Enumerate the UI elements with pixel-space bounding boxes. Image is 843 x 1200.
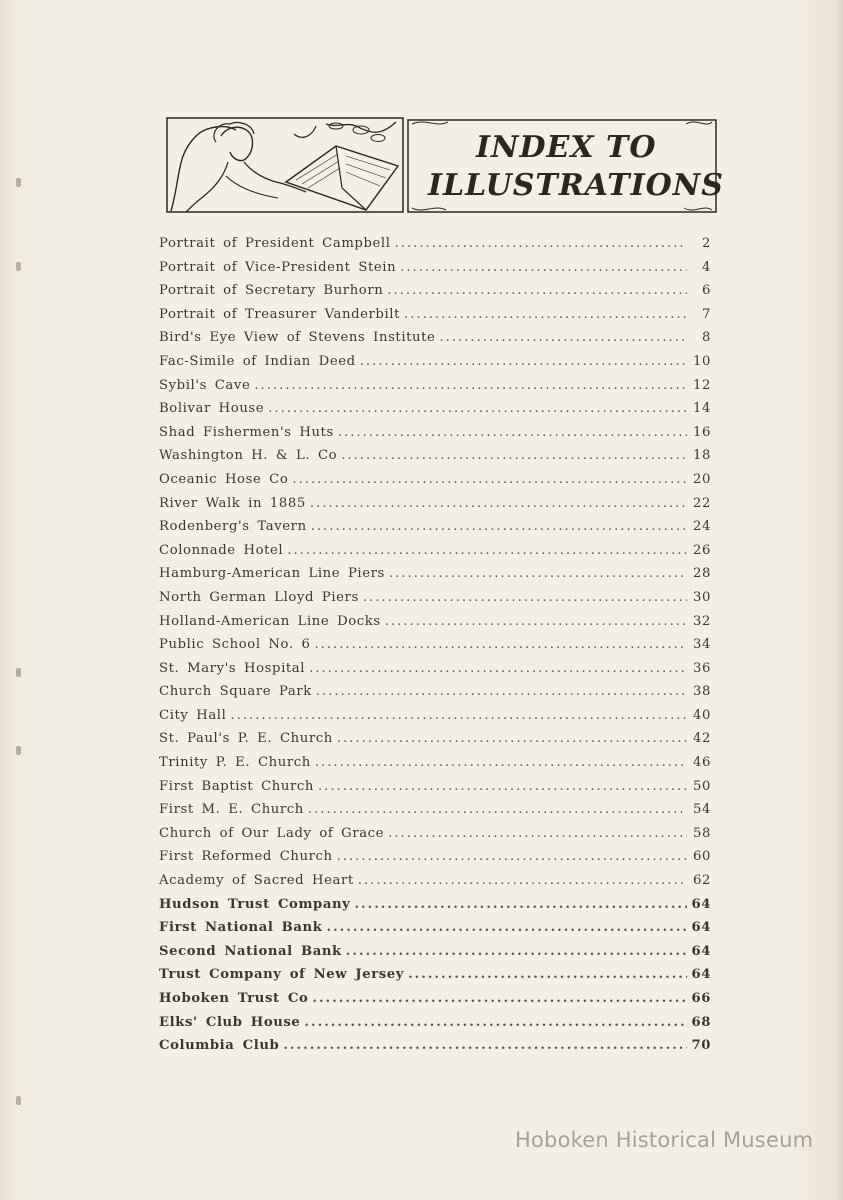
binding-hole <box>16 1096 21 1105</box>
entry-label: First M. E. Church <box>159 802 304 818</box>
leader-dots <box>310 496 687 511</box>
entry-label: Hudson Trust Company <box>159 896 351 912</box>
entry-label: First National Bank <box>159 920 323 936</box>
index-entry <box>159 543 711 567</box>
index-entry <box>159 590 711 614</box>
leader-dots <box>314 637 687 652</box>
index-entry <box>159 448 711 472</box>
entry-page-number: 14 <box>693 401 711 417</box>
entry-label: First Reformed Church <box>159 849 333 865</box>
entry-label: Portrait of President Campbell <box>159 236 391 251</box>
leader-dots <box>292 472 687 487</box>
index-header <box>166 116 724 216</box>
entry-label: Church Square Park <box>159 684 312 700</box>
leader-dots <box>389 566 687 581</box>
entry-page-number: 24 <box>693 519 711 535</box>
leader-dots <box>400 260 687 275</box>
entry-page-number: 10 <box>693 353 711 369</box>
title-line-1: INDEX TO <box>476 130 657 165</box>
leader-dots <box>395 236 687 251</box>
entry-page-number: 16 <box>693 424 711 440</box>
index-entry <box>159 378 711 402</box>
entry-label: Academy of Sacred Heart <box>159 873 354 889</box>
entry-label: First Baptist Church <box>159 778 314 794</box>
entry-page-number: 64 <box>691 967 711 983</box>
leader-dots <box>388 826 687 841</box>
entry-page-number: 34 <box>693 637 711 653</box>
entry-page-number: 7 <box>702 306 711 322</box>
entry-label: Portrait of Treasurer Vanderbilt <box>159 306 400 322</box>
entry-label: Shad Fishermen's Huts <box>159 424 334 440</box>
index-entry <box>159 731 711 755</box>
entry-page-number: 18 <box>693 448 711 464</box>
binding-hole <box>16 746 21 755</box>
entry-page-number: 62 <box>693 873 711 889</box>
entry-label: Sybil's Cave <box>159 377 251 393</box>
index-entry <box>159 779 711 803</box>
entry-page-number: 58 <box>693 825 711 841</box>
entry-label: Washington H. & L. Co <box>159 448 338 464</box>
entry-page-number: 60 <box>693 849 711 865</box>
entry-label: Hamburg-American Line Piers <box>159 566 385 582</box>
leader-dots <box>287 543 687 558</box>
index-entry <box>159 826 711 850</box>
entry-page-number: 36 <box>693 660 711 676</box>
entry-label: Oceanic Hose Co <box>159 471 289 487</box>
entry-label: River Walk in 1885 <box>159 495 306 511</box>
entry-label: Fac-Simile of Indian Deed <box>159 353 356 369</box>
entry-page-number: 30 <box>693 589 711 605</box>
index-entry <box>159 684 711 708</box>
leader-dots <box>315 755 687 770</box>
title-line-2: ILLUSTRATIONS <box>428 168 724 203</box>
entry-page-number: 4 <box>702 259 711 275</box>
leader-dots <box>311 519 687 534</box>
leader-dots <box>337 849 687 864</box>
entry-label: City Hall <box>159 707 227 723</box>
entry-page-number: 28 <box>693 566 711 582</box>
index-entry <box>159 991 711 1015</box>
entry-page-number: 64 <box>691 943 711 959</box>
index-entry <box>159 637 711 661</box>
index-entry <box>159 944 711 968</box>
index-entry <box>159 260 711 284</box>
entry-label: Elks' Club House <box>159 1014 301 1030</box>
index-entry <box>159 566 711 590</box>
leader-dots <box>283 1038 687 1053</box>
illustrations-index-list <box>159 236 711 1062</box>
leader-dots <box>318 779 687 794</box>
entry-label: Bolivar House <box>159 401 265 417</box>
index-entry <box>159 897 711 921</box>
entry-page-number: 46 <box>693 755 711 771</box>
index-entry <box>159 401 711 425</box>
entry-label: Colonnade Hotel <box>159 542 284 558</box>
leader-dots <box>254 378 687 393</box>
entry-label: Columbia Club <box>159 1038 280 1054</box>
index-entry <box>159 330 711 354</box>
entry-label: St. Mary's Hospital <box>159 660 306 676</box>
entry-label: Rodenberg's Tavern <box>159 519 307 535</box>
leader-dots <box>316 684 687 699</box>
museum-watermark: Hoboken Historical Museum <box>515 1128 814 1152</box>
entry-label: Portrait of Secretary Burhorn <box>159 283 384 299</box>
index-entry <box>159 755 711 779</box>
leader-dots <box>337 731 687 746</box>
entry-page-number: 20 <box>693 471 711 487</box>
binding-hole <box>16 668 21 677</box>
leader-dots <box>408 967 687 982</box>
leader-dots <box>354 897 687 912</box>
leader-dots <box>304 1015 687 1030</box>
leader-dots <box>230 708 687 723</box>
entry-page-number: 26 <box>693 542 711 558</box>
entry-label: Trust Company of New Jersey <box>159 967 405 983</box>
entry-page-number: 38 <box>693 684 711 700</box>
leader-dots <box>312 991 687 1006</box>
entry-page-number: 8 <box>702 330 711 346</box>
index-entry <box>159 708 711 732</box>
binding-hole <box>16 178 21 187</box>
entry-label: Trinity P. E. Church <box>159 755 311 771</box>
entry-page-number: 66 <box>691 991 711 1006</box>
leader-dots <box>360 354 687 369</box>
entry-label: St. Paul's P. E. Church <box>159 731 333 747</box>
index-entry <box>159 849 711 873</box>
entry-page-number: 68 <box>691 1014 711 1030</box>
leader-dots <box>346 944 687 959</box>
index-entry <box>159 920 711 944</box>
index-entry <box>159 496 711 520</box>
leader-dots <box>439 330 687 345</box>
leader-dots <box>363 590 687 605</box>
leader-dots <box>358 873 687 888</box>
entry-page-number: 54 <box>693 802 711 818</box>
index-entry <box>159 1015 711 1039</box>
leader-dots <box>385 614 687 629</box>
index-entry <box>159 873 711 897</box>
entry-page-number: 64 <box>691 920 711 936</box>
entry-page-number: 32 <box>693 613 711 629</box>
leader-dots <box>309 661 687 676</box>
entry-label: Holland-American Line Docks <box>159 613 381 629</box>
index-entry <box>159 661 711 685</box>
entry-page-number: 40 <box>693 707 711 723</box>
index-entry <box>159 283 711 307</box>
entry-label: Bird's Eye View of Stevens Institute <box>159 330 436 346</box>
leader-dots <box>338 425 687 440</box>
entry-page-number: 50 <box>693 778 711 794</box>
index-entry <box>159 519 711 543</box>
entry-label: Portrait of Vice-President Stein <box>159 259 397 275</box>
entry-page-number: 6 <box>702 283 711 299</box>
index-entry <box>159 425 711 449</box>
entry-page-number: 2 <box>702 236 711 251</box>
leader-dots <box>326 920 687 935</box>
index-entry <box>159 472 711 496</box>
entry-label: North German Lloyd Piers <box>159 589 359 605</box>
index-entry <box>159 802 711 826</box>
entry-page-number: 42 <box>693 731 711 747</box>
index-entry <box>159 354 711 378</box>
leader-dots <box>387 283 687 298</box>
index-entry <box>159 614 711 638</box>
entry-label: Hoboken Trust Co <box>159 991 309 1006</box>
entry-page-number: 70 <box>691 1038 711 1054</box>
index-entry <box>159 1038 711 1062</box>
entry-page-number: 12 <box>693 377 711 393</box>
leader-dots <box>268 401 687 416</box>
leader-dots <box>341 448 687 463</box>
entry-page-number: 22 <box>693 495 711 511</box>
binding-hole <box>16 262 21 271</box>
leader-dots <box>308 802 687 817</box>
title-block <box>406 116 724 216</box>
entry-label: Public School No. 6 <box>159 637 311 653</box>
index-entry <box>159 307 711 331</box>
entry-label: Second National Bank <box>159 943 342 959</box>
index-entry <box>159 236 711 260</box>
entry-page-number: 64 <box>691 896 711 912</box>
index-entry <box>159 967 711 991</box>
leader-dots <box>404 307 687 322</box>
entry-label: Church of Our Lady of Grace <box>159 825 385 841</box>
